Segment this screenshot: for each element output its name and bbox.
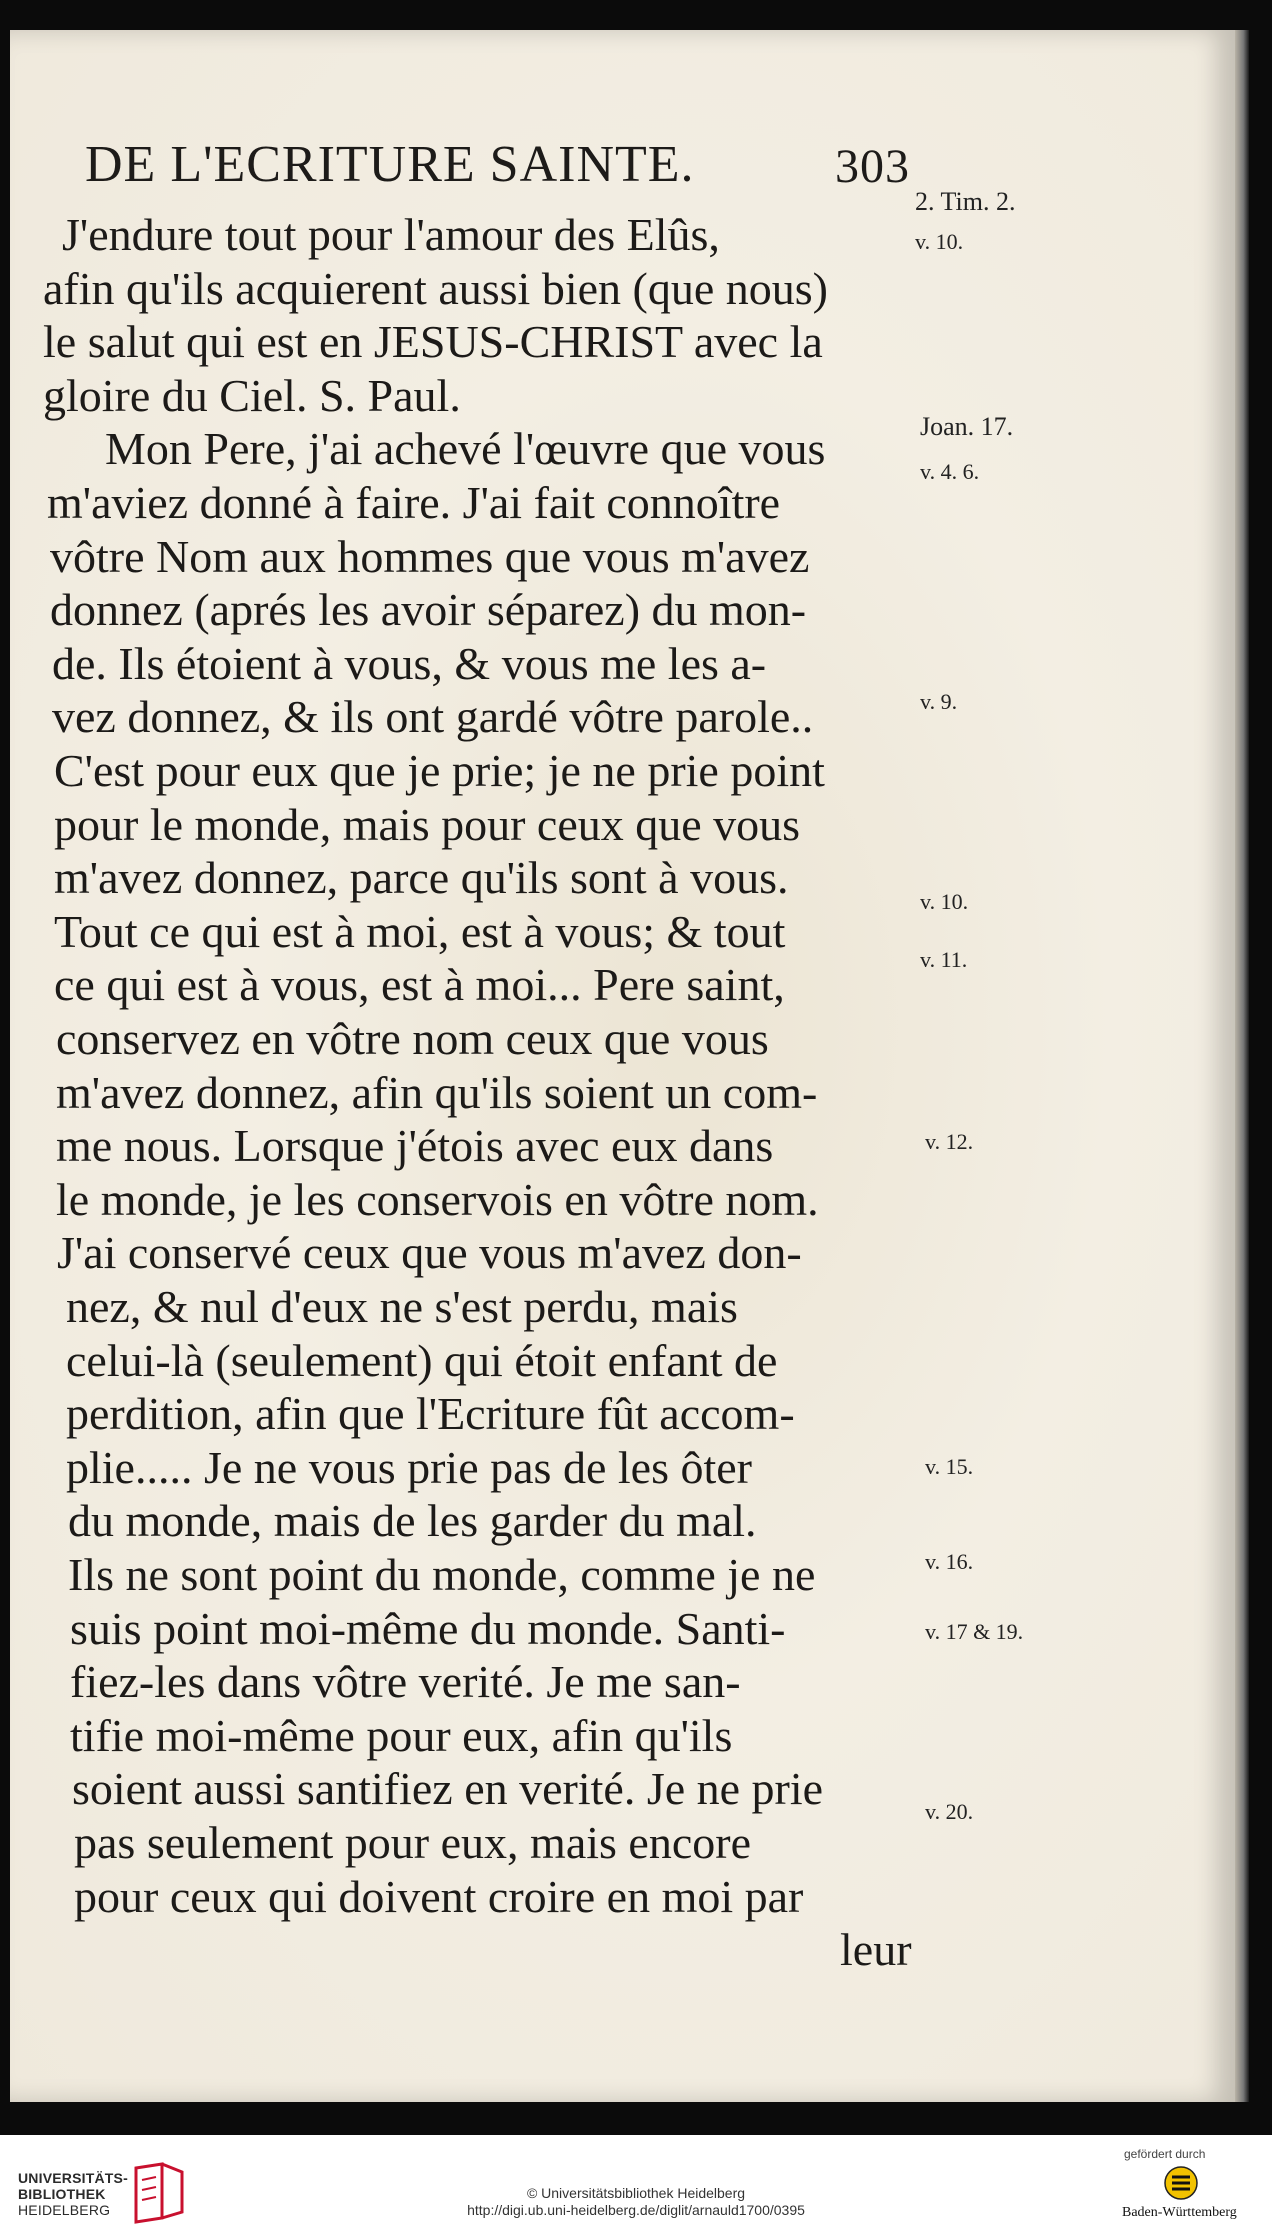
running-head <box>85 135 985 194</box>
text-line: soient aussi santifiez en verité. Je ne prie <box>72 1763 824 1815</box>
text-line: pour le monde, mais pour ceux que vous <box>54 798 801 850</box>
text-line: C'est pour eux que je prie; je ne prie point <box>54 745 825 796</box>
text-line: le salut qui est en JESUS-CHRIST avec la <box>43 316 823 368</box>
text-line: du monde, mais de les garder du mal. <box>68 1495 757 1547</box>
text-line: donnez (aprés les avoir séparez) du mon- <box>50 584 807 636</box>
text-line: pas seulement pour eux, mais encore <box>74 1817 751 1868</box>
text-line: vôtre Nom aux hommes que vous m'avez <box>50 530 810 582</box>
text-line: pour ceux qui doivent croire en moi par <box>74 1870 804 1922</box>
text-line: vez donnez, & ils ont gardé vôtre parole.. <box>52 691 814 743</box>
page-number: 303 <box>835 140 910 193</box>
margin-note: v. 17 & 19. <box>925 1619 1024 1644</box>
scanned-page <box>10 30 1235 2102</box>
running-head-title: DE L'ECRITURE SAINTE. <box>85 136 695 193</box>
state-crest-icon[interactable] <box>1163 2165 1199 2201</box>
text-line: J'endure tout pour l'amour des Elûs, <box>62 209 720 260</box>
text-line: m'avez donnez, parce qu'ils sont à vous. <box>54 852 789 904</box>
text-line: le monde, je les conservois en vôtre nom. <box>56 1173 819 1225</box>
margin-note: v. 12. <box>925 1129 974 1154</box>
text-line: de. Ils étoient à vous, & vous me les a- <box>52 637 767 689</box>
page-url-link[interactable]: http://digi.ub.uni-heidelberg.de/diglit/arnauld1700/0395 <box>467 2202 805 2218</box>
text-line: plie..... Je ne vous prie pas de les ôter <box>66 1441 752 1493</box>
text-line: leur <box>840 1924 912 1976</box>
text-line: Mon Pere, j'ai achevé l'œuvre que vous <box>105 423 826 475</box>
text-line: m'aviez donné à faire. J'ai fait connoître <box>47 477 781 528</box>
text-line: nez, & nul d'eux ne s'est perdu, mais <box>66 1281 738 1332</box>
text-line: J'ai conservé ceux que vous m'avez don- <box>57 1227 802 1279</box>
margin-note: Joan. 17. <box>920 412 1014 441</box>
margin-note: v. 4. 6. <box>920 459 980 484</box>
text-line: me nous. Lorsque j'étois avec eux dans <box>56 1120 774 1172</box>
library-name-line1: UNIVERSITÄTS- <box>18 2170 128 2186</box>
margin-note: v. 10. <box>915 229 964 254</box>
funder-name: Baden-Württemberg <box>1122 2205 1237 2220</box>
text-line: perdition, afin que l'Ecriture fût accom- <box>66 1388 795 1440</box>
text-line: suis point moi-même du monde. Santi- <box>70 1602 786 1654</box>
footer-bar <box>0 2135 1272 2228</box>
text-line: Tout ce qui est à moi, est à vous; & tout <box>54 905 786 957</box>
text-line: celui-là (seulement) qui étoit enfant de <box>66 1334 778 1386</box>
margin-note: v. 15. <box>925 1454 974 1479</box>
margin-note: v. 9. <box>920 689 958 714</box>
copyright-notice: © Universitätsbibliothek Heidelberg <box>526 2185 746 2201</box>
library-name-line3: HEIDELBERG <box>18 2202 111 2218</box>
margin-note: 2. Tim. 2. <box>915 187 1016 216</box>
text-line: ce qui est à vous, est à moi... Pere saint, <box>54 959 785 1011</box>
text-line: tifie moi-même pour eux, afin qu'ils <box>70 1709 733 1761</box>
text-line: m'avez donnez, afin qu'ils soient un com- <box>56 1066 818 1118</box>
text-line: Ils ne sont point du monde, comme je ne <box>68 1549 816 1600</box>
text-line: conservez en vôtre nom ceux que vous <box>56 1013 769 1064</box>
margin-note: v. 10. <box>920 889 969 914</box>
margin-note: v. 11. <box>920 947 968 972</box>
text-line: fiez-les dans vôtre verité. Je me san- <box>70 1656 741 1708</box>
text-line: afin qu'ils acquierent aussi bien (que nous) <box>43 262 828 314</box>
library-name-line2: BIBLIOTHEK <box>18 2186 106 2202</box>
funded-by-label: gefördert durch <box>1124 2147 1206 2161</box>
page-edge-shadow <box>1235 30 1249 2102</box>
text-line: gloire du Ciel. S. Paul. <box>43 369 461 421</box>
margin-note: v. 20. <box>925 1799 974 1824</box>
margin-note: v. 16. <box>925 1549 974 1574</box>
